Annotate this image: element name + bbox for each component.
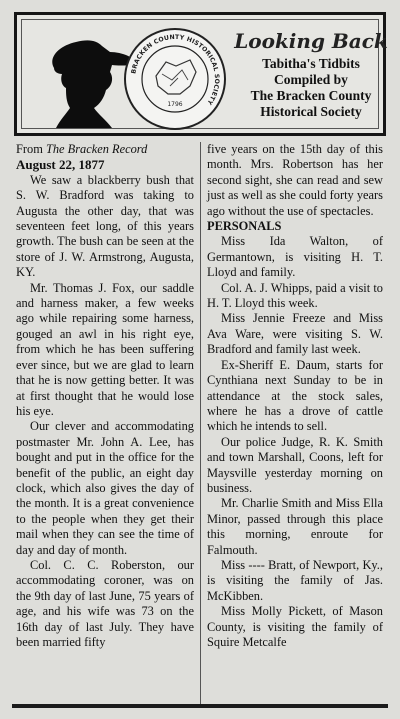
paragraph: Mr. Thomas J. Fox, our saddle and harness maker, a few weeks ago while repairing some harness, gouged an awl in his right eye, from which he has been suffering ever since, but we are glad to learn that he is now getting better. It was at first thought that he would lose his eye.: [16, 280, 194, 418]
left-column: [16, 142, 194, 650]
personal-item: Ex-Sheriff E. Daum, starts for Cynthiana next Sunday to be in attendance at the stock sales, where he has a drove of cattle which he intends to sell.: [207, 357, 383, 434]
personal-item: Col. A. J. Whipps, paid a visit to H. T. Lloyd this week.: [207, 280, 383, 311]
bottom-rule: [12, 704, 388, 708]
column-divider: [200, 142, 201, 704]
compiled-by-line: Compiled by: [274, 72, 348, 87]
personal-item: Miss ---- Bratt, of Newport, Ky., is visiting the family of Jas. McKibben.: [207, 557, 383, 603]
right-column: [207, 142, 383, 650]
personals-heading: PERSONALS: [207, 219, 282, 234]
column-subtitle: Tabitha's Tidbits: [262, 56, 360, 71]
compiler-line-2: Historical Society: [260, 104, 362, 119]
paragraph: Our clever and accommodating postmaster Mr. John A. Lee, has bought and put in the office for the benefit of the public, an eight day clock, which also gives the day of the month. It is a great convenience to the people when they get their mail when they can see the time of day and day of month.: [16, 419, 194, 557]
personal-item: Miss Jennie Freeze and Miss Ava Ware, were visiting S. W. Bradford and family last week.: [207, 311, 383, 357]
source-line: From The Bracken Record: [16, 142, 148, 156]
dateline: August 22, 1877: [16, 157, 105, 173]
compiler-line-1: The Bracken County: [250, 88, 372, 103]
column-header-box: [14, 12, 386, 136]
paragraph: Col. C. C. Roberston, our accommodating coroner, was on the 9th day of last June, 75 years of age, and his wife was 73 on the 16th day of last July. They have been married fifty: [16, 557, 194, 649]
source-publication: The Bracken Record: [45, 142, 148, 156]
historical-society-seal: [120, 24, 230, 134]
personal-item: Our police Judge, R. K. Smith and town Marshall, Coons, left for Maysville yesterday morning on business.: [207, 434, 383, 495]
paragraph: We saw a blackberry bush that S. W. Bradford was taking to Augusta the other day, that was seventeen feet long, of this years growth. The bush can be seen at the store of J. W. Armstrong, Augusta, KY.: [16, 172, 194, 280]
personal-item: Mr. Charlie Smith and Miss Ella Minor, passed through this place this morning, enroute for Falmouth.: [207, 496, 383, 557]
personal-item: Miss Molly Pickett, of Mason County, is visiting the family of Squire Metcalfe: [207, 604, 383, 649]
column-title: Looking Back: [234, 29, 388, 53]
header-title-block: [232, 28, 390, 120]
paragraph-continuation: five years on the 15th day of this month. Mrs. Robertson has her second sight, she can read and sew just as well as she could forty years ago without the use of spectacles.: [207, 142, 383, 218]
personal-item: Miss Ida Walton, of Germantown, is visiting H. T. Lloyd and family.: [207, 234, 383, 280]
seal-year: 1796: [167, 101, 183, 108]
seal-lettering: BRACKEN COUNTY HISTORICAL SOCIETY: [130, 33, 221, 106]
